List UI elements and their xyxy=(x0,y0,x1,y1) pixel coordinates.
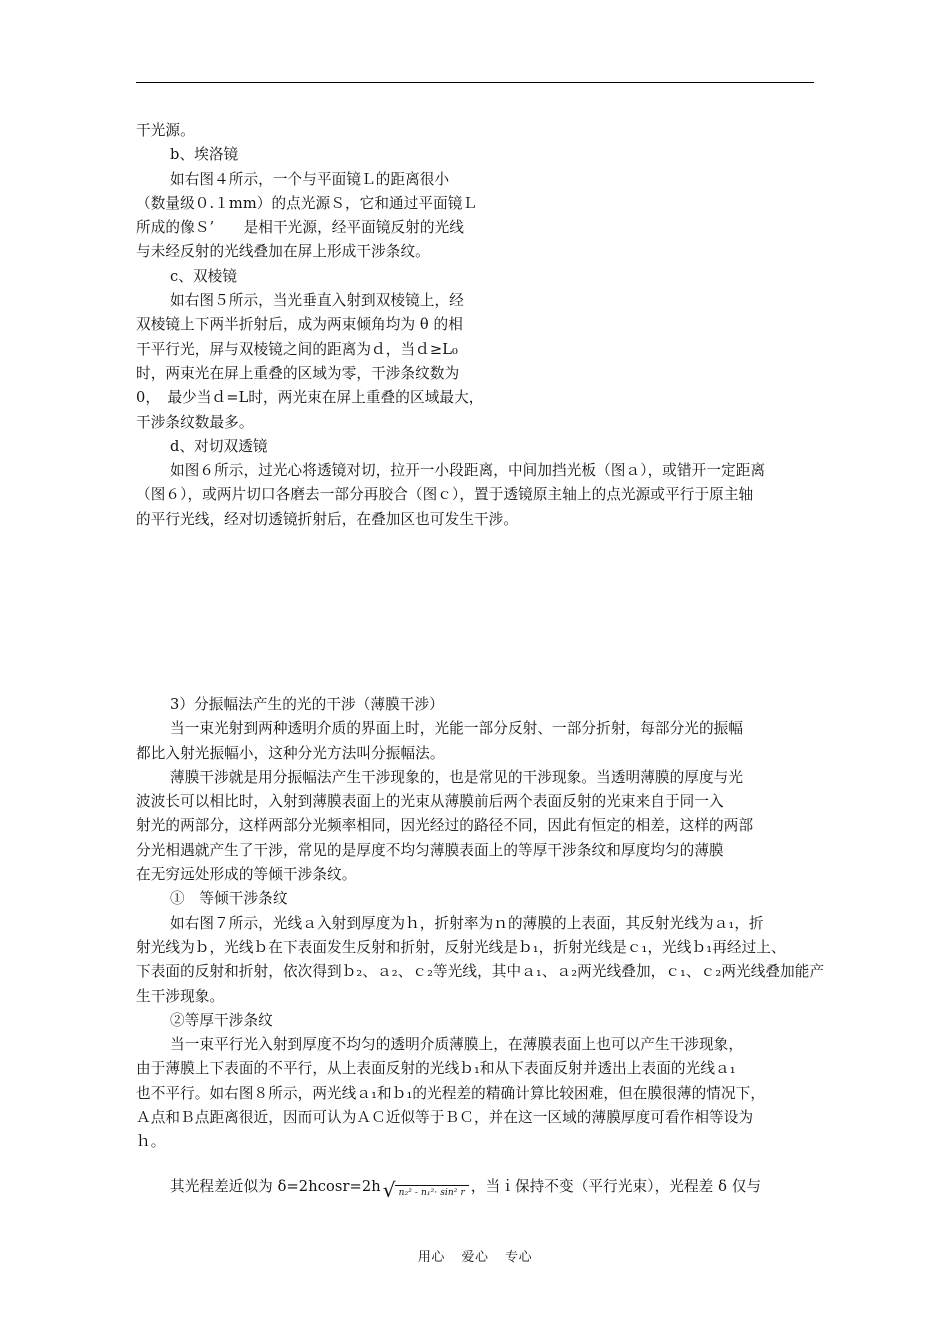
text-line: 当一束平行光入射到厚度不均匀的透明介质薄膜上，在薄膜表面上也可以产生干涉现象， xyxy=(170,1036,744,1054)
sqrt-radicand: n₂² - n₁²· sin² r xyxy=(395,1185,469,1200)
text-line: 也不平行。如右图８所示，两光线ａ₁和ｂ₁的光程差的精确计算比较困难，但在膜很薄的情况下， xyxy=(136,1084,766,1102)
text-line: 当一束光射到两种透明介质的界面上时，光能一部分反射、一部分折射，每部分光的振幅 xyxy=(170,720,744,738)
text-line: b、埃洛镜 xyxy=(170,146,239,164)
text-line: 都比入射光振幅小，这种分光方法叫分振幅法。 xyxy=(136,744,445,762)
text-line: 3）分振幅法产生的光的干涉（薄膜干涉） xyxy=(170,696,444,713)
text-line: ②等厚干涉条纹 xyxy=(170,1011,273,1029)
formula-line xyxy=(136,1175,762,1202)
text-line: 时，两束光在屏上重叠的区域为零，干涉条纹数为 xyxy=(136,364,460,382)
text-line: 0， 最少当ｄ=L时，两光束在屏上重叠的区域最大， xyxy=(136,389,484,407)
text-block-bottom xyxy=(136,693,824,1155)
text-line: 干光源。 xyxy=(136,122,195,139)
header-rule xyxy=(136,82,814,83)
text-line: 如图６所示，过光心将透镜对切，拉开一小段距离，中间加挡光板（图ａ），或错开一定距离 xyxy=(170,462,766,480)
sqrt-sign: √ xyxy=(382,1178,396,1202)
text-line: 薄膜干涉就是用分振幅法产生干涉现象的，也是常见的干涉现象。当透明薄膜的厚度与光 xyxy=(170,768,744,786)
text-line: （数量级０.１mm）的点光源Ｓ，它和通过平面镜Ｌ xyxy=(136,194,478,212)
text-line: 下表面的反射和折射，依次得到ｂ₂、ａ₂、ｃ₂等光线，其中ａ₁、ａ₂两光线叠加，ｃ₁、ｃ₂两光线叠加能产 xyxy=(136,963,825,981)
text-line: ｈ。 xyxy=(136,1133,166,1151)
text-line: 如右图７所示，光线ａ入射到厚度为ｈ，折射率为ｎ的薄膜的上表面，其反射光线为ａ₁，折 xyxy=(170,914,764,932)
footer-word: 爱心 xyxy=(461,1250,489,1265)
text-line: 射光的两部分，这样两部分光频率相同，因光经过的路径不同，因此有恒定的相差，这样的两部 xyxy=(136,817,754,835)
text-line: 如右图４所示，一个与平面镜Ｌ的距离很小 xyxy=(170,170,450,188)
footer-word: 用心 xyxy=(417,1250,445,1265)
text-block-top xyxy=(136,119,765,532)
text-line: c、双棱镜 xyxy=(170,267,238,285)
text-line: 干平行光，屏与双棱镜之间的距离为ｄ，当ｄ≥L₀ xyxy=(136,340,458,358)
text-line: 在无穷远处形成的等倾干涉条纹。 xyxy=(136,866,357,884)
sqrt-formula xyxy=(383,1178,469,1200)
text-line: 分光相遇就产生了干涉，常见的是厚度不均匀薄膜表面上的等厚干涉条纹和厚度均匀的薄膜 xyxy=(136,841,724,859)
text-line: 干涉条纹数最多。 xyxy=(136,413,254,431)
footer-word: 专心 xyxy=(505,1250,533,1265)
text-line: 射光线为ｂ，光线ｂ在下表面发生反射和折射，反射光线是ｂ₁，折射光线是ｃ₁，光线ｂ₁再经过上、 xyxy=(136,938,786,956)
text-line: 的平行光线，经对切透镜折射后，在叠加区也可发生干涉。 xyxy=(136,510,519,528)
text-line: 如右图５所示，当光垂直入射到双棱镜上，经 xyxy=(170,292,464,310)
text-line: ① 等倾干涉条纹 xyxy=(170,890,288,908)
formula-text-before: 其光程差近似为 δ=2hcosr=2h xyxy=(170,1178,381,1195)
text-line: d、对切双透镜 xyxy=(170,437,268,455)
text-line: 生干涉现象。 xyxy=(136,987,225,1005)
text-line: Ａ点和Ｂ点距离很近，因而可认为ＡＣ近似等于ＢＣ，并在这一区域的薄膜厚度可看作相等设为 xyxy=(136,1109,754,1127)
formula-text-after: ，当ｉ保持不变（平行光束），光程差 δ 仅与 xyxy=(470,1178,762,1195)
text-line: 与未经反射的光线叠加在屏上形成干涉条纹。 xyxy=(136,243,430,261)
text-line: 波波长可以相比时，入射到薄膜表面上的光束从薄膜前后两个表面反射的光束来自于同一入 xyxy=(136,793,724,811)
page-footer xyxy=(0,1246,950,1265)
text-line: 由于薄膜上下表面的不平行，从上表面反射的光线ｂ₁和从下表面反射并透出上表面的光线ａ₁ xyxy=(136,1060,736,1078)
text-line: 所成的像Ｓ’ 是相干光源，经平面镜反射的光线 xyxy=(136,219,465,237)
text-line: （图６），或两片切口各磨去一部分再胶合（图ｃ），置于透镜原主轴上的点光源或平行于原主轴 xyxy=(136,486,754,504)
text-line: 双棱镜上下两半折射后，成为两束倾角均为 θ 的相 xyxy=(136,316,463,334)
formula-paragraph xyxy=(136,1175,762,1202)
